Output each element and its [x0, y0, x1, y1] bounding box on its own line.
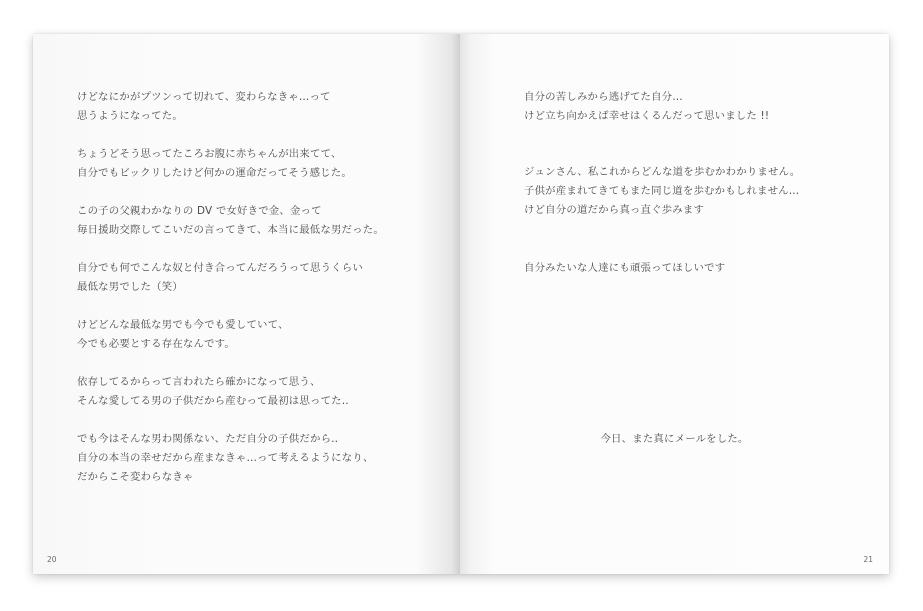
- left-paragraph-1: [77, 88, 331, 126]
- text-line: けどなにかがプツンって切れて、変わらなきゃ…って: [77, 91, 331, 103]
- text-line: だからこそ変わらなきゃ: [77, 471, 194, 484]
- right-paragraph-2: [524, 163, 800, 221]
- page-number: 20: [47, 555, 57, 564]
- text-line: ちょうどそう思ってたころお腹に赤ちゃんが出来てて、: [77, 148, 342, 160]
- text-line: そんな愛してる男の子供だから産むって最初は思ってた‥: [77, 395, 349, 408]
- page-number: 21: [863, 555, 873, 564]
- text-line: けどどんな最低な男でも今でも愛していて、: [77, 319, 289, 331]
- text-line: けど自分の道だから真っ直ぐ歩みます: [524, 204, 705, 217]
- text-line: 最低な男でした（笑）: [77, 281, 183, 294]
- left-paragraph-7: [77, 430, 374, 488]
- text-line: 自分の苦しみから逃げてた自分…: [524, 91, 683, 103]
- text-line: 思うようになってた。: [77, 110, 183, 123]
- text-line: 今でも必要とする存在なんです。: [77, 338, 236, 351]
- text-line: 子供が産まれてきてもまた同じ道を歩むかもしれません…: [524, 185, 800, 198]
- text-line: 自分でも何でこんな奴と付き合ってんだろうって思うくらい: [77, 262, 363, 274]
- left-paragraph-2: [77, 145, 352, 183]
- closing-line: 今日、また真にメールをした。: [600, 433, 749, 445]
- left-page: [33, 34, 460, 574]
- text-line: けど立ち向かえば幸せはくるんだって思いました !!: [524, 110, 770, 123]
- left-paragraph-6: [77, 373, 349, 411]
- right-paragraph-3: [524, 259, 725, 278]
- right-paragraph-1: [524, 88, 769, 126]
- text-line: でも今はそんな男わ関係ない、ただ自分の子供だから‥: [77, 433, 339, 445]
- text-line: 自分の本当の幸せだから産まなきゃ…って考えるようになり、: [77, 452, 374, 465]
- left-paragraph-3: [77, 202, 384, 240]
- text-line: 自分でもビックリしたけど何かの運命だってそう感じた。: [77, 167, 352, 180]
- open-book: [33, 34, 889, 574]
- right-page: [460, 34, 889, 574]
- left-paragraph-5: [77, 316, 289, 354]
- text-line: ジュンさん、私これからどんな道を歩むかわかりません。: [524, 166, 801, 178]
- text-line: この子の父親わかなりの DV で女好きで金、金って: [77, 205, 322, 217]
- text-line: 自分みたいな人達にも頑張ってほしいです: [524, 262, 726, 274]
- left-paragraph-4: [77, 259, 363, 297]
- text-line: 依存してるからって言われたら確かになって思う、: [77, 376, 321, 388]
- text-line: 毎日援助交際してこいだの言ってきて、本当に最低な男だった。: [77, 224, 384, 237]
